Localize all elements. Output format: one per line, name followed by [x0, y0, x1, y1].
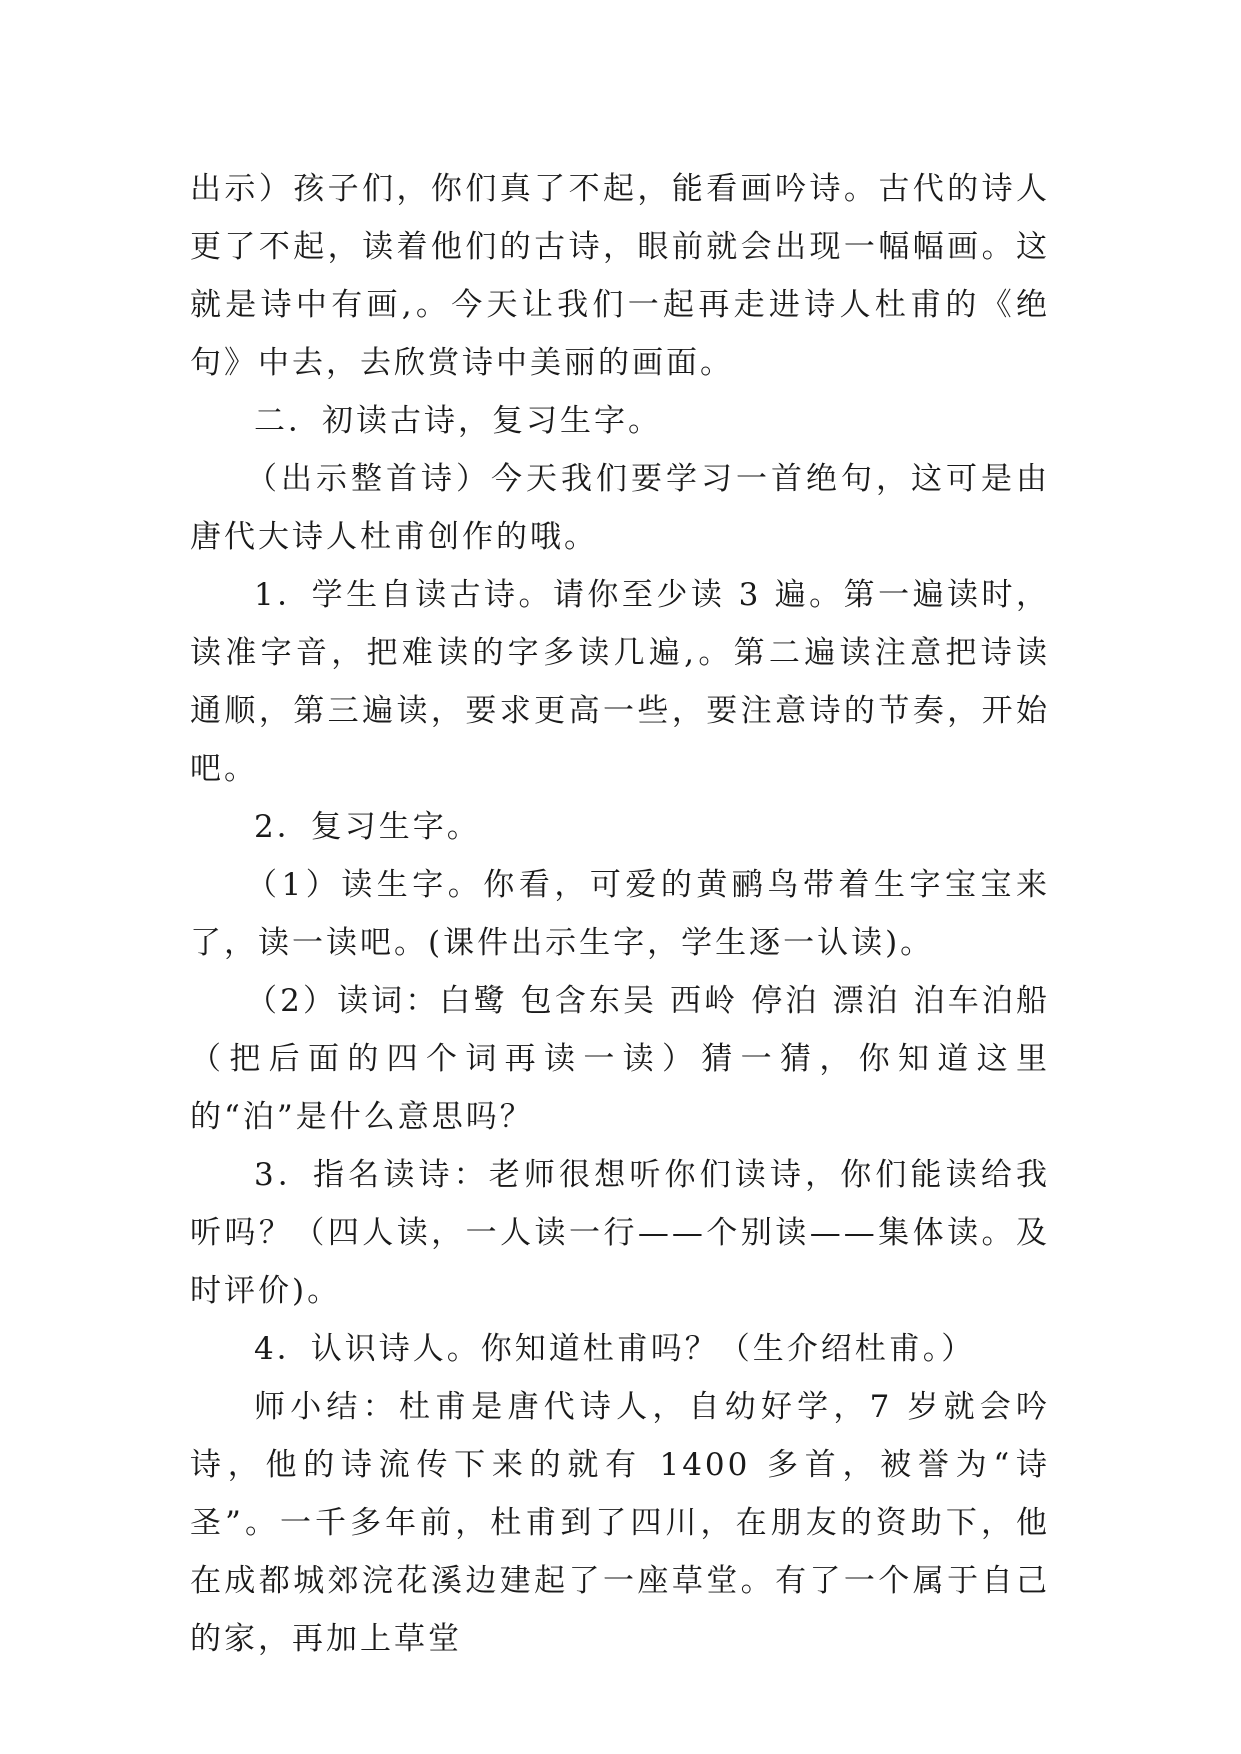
list-item-know-poet: 4．认识诗人。你知道杜甫吗？（生介绍杜甫。）	[254, 1331, 976, 1367]
list-item-review-characters: 2．复习生字。	[254, 809, 481, 845]
paragraph-teacher-summary: 师小结：杜甫是唐代诗人，自幼好学，7 岁就会吟诗，他的诗流传下来的就有 1400 多首，被誉为“诗圣”。一千多年前，杜甫到了四川，在朋友的资助下，他在成都城郊浣花溪边建起了一座草堂。有了一个属于自己的家，再加上草堂	[190, 1389, 1050, 1657]
document-body	[190, 160, 1050, 1668]
paragraph-intro: 出示）孩子们，你们真了不起，能看画吟诗。古代的诗人更了不起，读着他们的古诗，眼前就会出现一幅幅画。这就是诗中有画,。今天让我们一起再走进诗人杜甫的《绝句》中去，去欣赏诗中美丽的画面。	[190, 171, 1050, 381]
list-item-read-poem: 3．指名读诗：老师很想听你们读诗，你们能读给我听吗？（四人读，一人读一行——个别读——集体读。及时评价)。	[190, 1157, 1050, 1309]
section-heading-initial-reading: 二．初读古诗，复习生字。	[254, 403, 662, 439]
list-item-self-reading: 1．学生自读古诗。请你至少读 3 遍。第一遍读时，读准字音，把难读的字多读几遍,。第二遍读注意把诗读通顺，第三遍读，要求更高一些，要注意诗的节奏，开始吧。	[190, 577, 1050, 787]
sub-item-read-characters: （1）读生字。你看，可爱的黄鹂鸟带着生字宝宝来了，读一读吧。(课件出示生字，学生逐一认读)。	[190, 867, 1050, 961]
paragraph-show-poem: （出示整首诗）今天我们要学习一首绝句，这可是由唐代大诗人杜甫创作的哦。	[190, 461, 1050, 555]
sub-item-read-words: （2）读词：白鹭 包含东吴 西岭 停泊 漂泊 泊车泊船（把后面的四个词再读一读）猜一猜，你知道这里的“泊”是什么意思吗？	[190, 983, 1050, 1135]
